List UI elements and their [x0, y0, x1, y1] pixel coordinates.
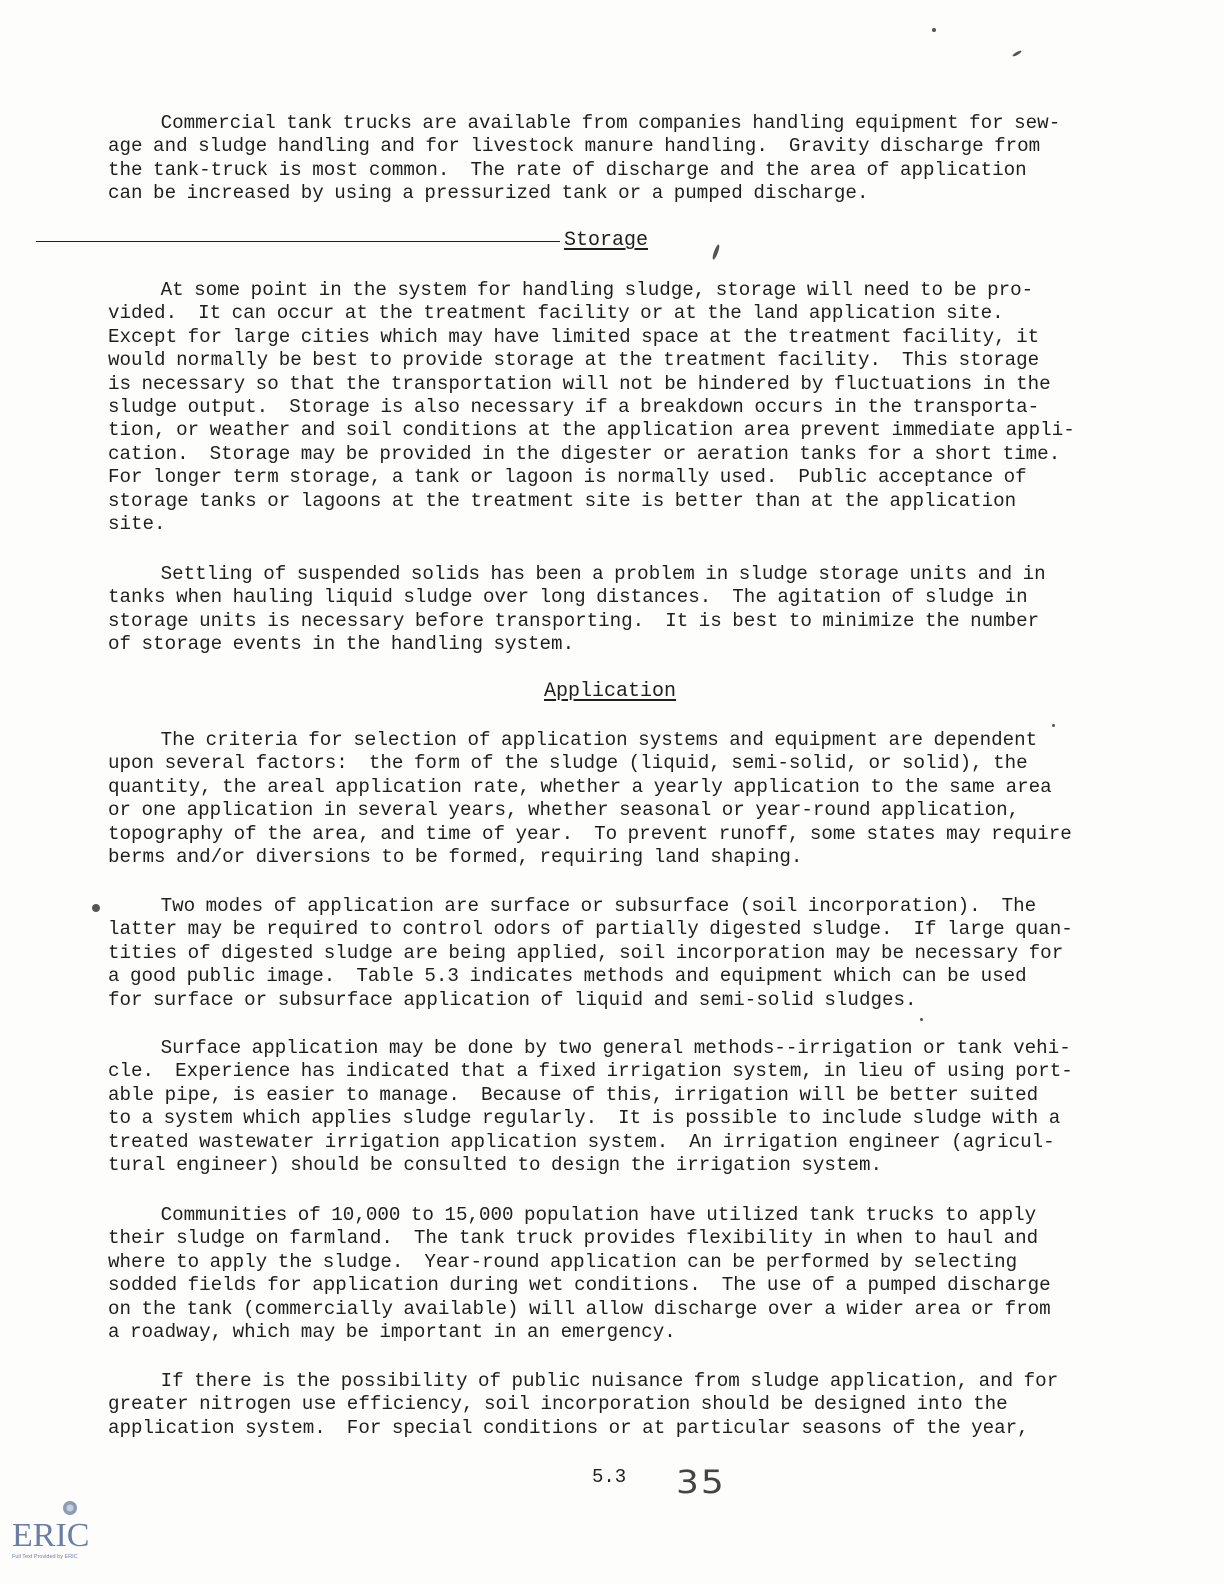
text-line: Except for large cities which may have limited space at the treatment facility, it	[108, 325, 1040, 348]
text-line: cation. Storage may be provided in the digester or aeration tanks for a short time.	[108, 442, 1061, 465]
text-line: able pipe, is easier to manage. Because of this, irrigation will be better suited	[108, 1083, 1039, 1106]
text-line: tities of digested sludge are being applied, soil incorporation may be necessary for	[108, 941, 1064, 964]
text-line: tural engineer) should be consulted to design the irrigation system.	[108, 1154, 882, 1177]
text-line: Settling of suspended solids has been a problem in sludge storage units and in	[108, 563, 1046, 585]
text-line: where to apply the sludge. Year-round application can be performed by selecting	[108, 1250, 1018, 1273]
text-line: For longer term storage, a tank or lagoon is normally used. Public acceptance of	[108, 466, 1027, 489]
text-line: vided. It can occur at the treatment facility or at the land application site.	[108, 302, 1004, 325]
text-line: cle. Experience has indicated that a fixed irrigation system, in lieu of using port-	[108, 1060, 1073, 1083]
text-line: berms and/or diversions to be formed, requiring land shaping.	[108, 846, 803, 869]
heading-storage: Storage	[564, 229, 649, 252]
text-line: treated wastewater irrigation application system. An irrigation engineer (agricul-	[108, 1130, 1055, 1153]
text-line: sodded fields for application during wet conditions. The use of a pumped discharge	[108, 1274, 1051, 1297]
text-line: topography of the area, and time of year. To prevent runoff, some states may require	[108, 822, 1072, 845]
text-line: a good public image. Table 5.3 indicates methods and equipment which can be used	[108, 965, 1027, 988]
text-line: or one application in several years, whether seasonal or year-round application,	[108, 799, 1020, 822]
text-line: storage tanks or lagoons at the treatment site is better than at the application	[108, 489, 1017, 512]
storage-rule-line	[36, 241, 560, 242]
text-line: age and sludge handling and for livestock manure handling. Gravity discharge from	[108, 135, 1041, 158]
text-line: Two modes of application are surface or subsurface (soil incorporation). The	[108, 895, 1037, 917]
text-line: to a system which applies sludge regularly. It is possible to include sludge with a	[108, 1107, 1061, 1130]
paragraph-surface-application	[108, 1037, 1108, 1177]
text-line: is necessary so that the transportation will not be hindered by fluctuations in the	[108, 372, 1051, 395]
paragraph-communities	[108, 1204, 1108, 1344]
text-line: If there is the possibility of public nuisance from sludge application, and for	[108, 1370, 1059, 1392]
scan-speck	[932, 28, 936, 32]
scan-speck	[1052, 724, 1055, 727]
text-line: tanks when hauling liquid sludge over long distances. The agitation of sludge in	[108, 586, 1028, 609]
text-line: The criteria for selection of application systems and equipment are dependent	[108, 729, 1038, 751]
text-line: on the tank (commercially available) will allow discharge over a wider area or from	[108, 1297, 1051, 1320]
text-line: for surface or subsurface application of liquid and semi-solid sludges.	[108, 988, 917, 1011]
scan-speck	[1012, 50, 1022, 58]
page-number: 5.3	[592, 1466, 627, 1488]
text-line: of storage events in the handling system.	[108, 633, 575, 656]
text-line: site.	[108, 513, 166, 536]
text-line: the tank-truck is most common. The rate of discharge and the area of application	[108, 158, 1027, 181]
text-line: storage units is necessary before transporting. It is best to minimize the number	[108, 609, 1040, 632]
text-line: latter may be required to control odors of partially digested sludge. If large quan-	[108, 918, 1073, 941]
paragraph-tank-trucks	[108, 112, 1108, 206]
text-line: At some point in the system for handling sludge, storage will need to be pro-	[108, 279, 1034, 301]
eric-logo	[4, 1496, 104, 1562]
eric-logo-text: ERIC	[12, 1517, 90, 1554]
paragraph-settling-solids	[108, 563, 1108, 657]
eric-logo-subtext: Full Text Provided by ERIC	[12, 1554, 78, 1560]
paragraph-storage-provision	[108, 279, 1108, 536]
text-line: would normally be best to provide storage at the treatment facility. This storage	[108, 349, 1040, 372]
text-line: tion, or weather and soil conditions at the application area prevent immediate appli-	[108, 419, 1075, 442]
stamp-number: 35	[676, 1464, 726, 1501]
paragraph-modes-of-application	[108, 895, 1108, 1012]
paragraph-selection-criteria	[108, 729, 1108, 869]
scan-speck	[92, 904, 100, 912]
text-line: Commercial tank trucks are available from companies handling equipment for sew-	[108, 112, 1061, 134]
text-line: a roadway, which may be important in an emergency.	[108, 1321, 676, 1344]
scan-speck	[711, 244, 720, 260]
text-line: quantity, the areal application rate, whether a yearly application to the same area	[108, 775, 1052, 798]
text-line: Surface application may be done by two general methods--irrigation or tank vehi-	[108, 1037, 1071, 1059]
text-line: can be increased by using a pressurized tank or a pumped discharge.	[108, 182, 869, 205]
paragraph-public-nuisance	[108, 1370, 1108, 1440]
text-line: upon several factors: the form of the sludge (liquid, semi-solid, or solid), the	[108, 752, 1028, 775]
scan-speck	[920, 1018, 923, 1021]
text-line: their sludge on farmland. The tank truck provides flexibility in when to haul and	[108, 1227, 1039, 1250]
text-line: sludge output. Storage is also necessary if a breakdown occurs in the transporta-	[108, 396, 1040, 419]
text-line: Communities of 10,000 to 15,000 population have utilized tank trucks to apply	[108, 1204, 1037, 1226]
text-line: greater nitrogen use efficiency, soil incorporation should be designed into the	[108, 1393, 1008, 1416]
heading-application: Application	[544, 680, 677, 703]
text-line: application system. For special conditions or at particular seasons of the year,	[108, 1416, 1029, 1439]
